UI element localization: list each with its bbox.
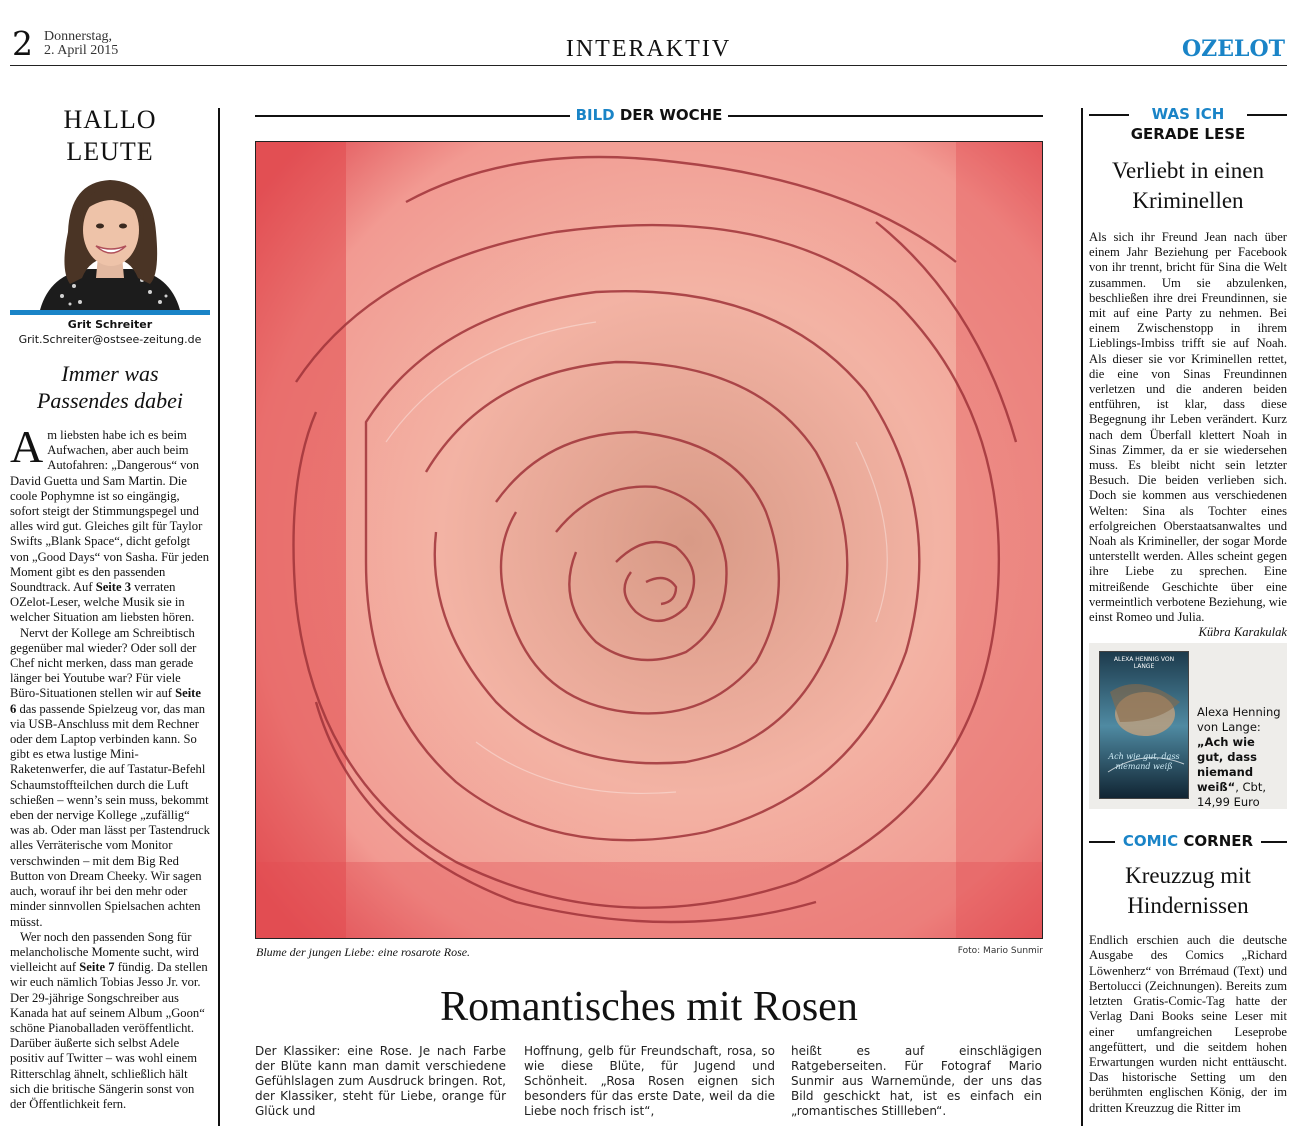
author-name: Grit Schreiter <box>67 318 153 331</box>
paragraph-text: Nervt der Kollege am Schreibtisch gegenüber mal wieder? Oder soll der Chef nicht merken, dass man gerade länger bei Youtube war? Für viele Büro-Situationen stellen wir auf <box>10 625 197 701</box>
lead-column-3: heißt es auf einschlägigen Ratgeberseiten. Für Fotograf Mario Sunmir aus Warnemünde, der uns das Bild geschickt hat, ist es einfach ein „romantisches Stillleben“. <box>791 1044 1042 1118</box>
kicker-black-word: CORNER <box>1183 832 1254 851</box>
reading-column <box>1089 104 1287 1116</box>
book-review-body <box>1089 230 1287 640</box>
page-header <box>10 26 1287 66</box>
lead-column-2: Hoffnung, gelb für Freundschaft, rosa, so wie diese Blüte, für Jugend und Schönheit. „Rosa Rosen eignen sich besonders für das erste Date, weil da die Liebe noch frisch ist“, <box>524 1044 775 1118</box>
book-cover <box>1099 651 1189 799</box>
cover-title: Ach wie gut, dass niemand weiß <box>1108 752 1180 772</box>
brand-logo: OZELOT <box>1182 36 1285 62</box>
kicker-rule-left <box>1089 841 1115 843</box>
page-reference: Seite 7 <box>79 960 115 975</box>
author-email: Grit.Schreiter@ostsee-zeitung.de <box>18 333 202 346</box>
editorial-title <box>10 360 210 414</box>
right-column-rule <box>1081 108 1083 1126</box>
drop-cap: A <box>10 421 44 472</box>
comic-review-body: Endlich erschien auch die deutsche Ausgabe des Comics „Richard Löwenherz“ von Brrémaud (Text) und Bertolucci (Zeichnungen). Bereits zum letzten Gratis-Comic-Tag hatte der Verlag Dani Books seine Leser mit einer umfangreichen Leseprobe angefüttert, und die seitdem hohen Erwartungen wurden nicht enttäuscht. Das historische Setting um den berühmten englischen König, der im dritten Kreuzzug die Ritter im <box>1089 933 1287 1115</box>
column-heading <box>10 104 210 168</box>
left-column-rule <box>218 108 220 1126</box>
editorial-paragraph-1 <box>10 421 210 626</box>
heading-line-2: LEUTE <box>66 137 154 166</box>
paragraph-text: das passende Spielzeug vor, das man via USB-Anschluss mit dem Rechner oder dem Laptop verbinden kann. So gibt es etwa lustige Mini-Raketenwerfer, die auf Tastatur-Befehl Schaumstoffteilchen durch die Luft schießen – wenn’s sein muss, bekommt eben der nervige Kollege „zufällig“ was ab. Oder man lässt per Tastendruck alles Verräterische vom Monitor verschwinden – mit dem Big Red Button von Dream Cheeky. Wir sagen auch, worauf ihr bei den mehr oder minder sinnvollen Spielsachen achten müsst. <box>10 701 210 929</box>
photo-credit: Foto: Mario Sunmir <box>957 946 1043 956</box>
issue-weekday: Donnerstag, <box>44 29 113 44</box>
bild-der-woche-kicker <box>255 104 1043 126</box>
page-number: 2 <box>12 24 33 63</box>
was-ich-gerade-lese-kicker <box>1089 104 1287 144</box>
kicker-black-word: GERADE LESE <box>1130 125 1246 143</box>
editorial-body <box>10 421 210 1112</box>
review-text: Als sich ihr Freund Jean nach über einem Jahr Beziehung per Facebook von ihr trennt, bricht für Sina die Welt zusammen. Um sie abzulenken, beschließen ihre drei Freundinnen, sie mit auf eine Party zu nehmen. Bei einem Zwischenstopp in ihrem Lieblings-Imbiss trifft sie auf Noah. Als dieser sie vor Kriminellen rettet, die eine von Sinas Freundinnen verletzen und die anderen beiden entführen, ist klar, dass diese Begegnung ihr Leben verändert. Kurz nach dem Überfall klettert Noah in Sinas Zimmer, da er sie wiedersehen muss. Es bleibt nicht sein letzter Besuch. Die beiden verlieben sich. Doch sie kommen aus verschiedenen Welten: Sina als Tochter eines erfolgreichen Oberstaatsanwaltes und Noah als Krimineller, der sogar Morde unterstellt werden. Alles scheint gegen ihre Liebe zu sprechen. Eine mitreißende Geschichte über eine vermeintlich verbotene Beziehung, wie einst Romeo und Julia. <box>1089 230 1287 625</box>
cover-author: ALEXA HENNIG VON LANGE <box>1113 656 1175 671</box>
book-info-box <box>1089 643 1287 809</box>
review-signature: Kübra Karakulak <box>1198 625 1287 640</box>
paragraph-text: verraten OZelot-Leser, welche Musik sie in welcher Situation am liebsten hören. <box>10 580 195 625</box>
photo-caption: Blume der jungen Liebe: eine rosarote Rose. <box>256 945 471 959</box>
section-title: INTERAKTIV <box>565 36 732 62</box>
kicker-rule-left <box>1089 114 1129 116</box>
book-review-title: Verliebt in einen Kriminellen <box>1111 158 1264 213</box>
comic-review-title: Kreuzzug mit Hindernissen <box>1125 863 1251 919</box>
kicker-black-word: DER WOCHE <box>619 106 723 124</box>
kicker-blue-word: BILD <box>575 106 615 124</box>
article-headline: Romantisches mit Rosen <box>440 984 858 1030</box>
kicker-blue-word: WAS ICH <box>1151 105 1225 123</box>
rose-photo <box>255 141 1043 939</box>
book-price: 14,99 Euro <box>1197 795 1260 810</box>
paragraph-text: Wer noch den passenden Song für melancholische Momente sucht, wird vielleicht auf <box>10 929 199 975</box>
paragraph-text: fündig. Da stellen wir euch nämlich Tobias Jesso Jr. vor. Der 29-jährige Songschreiber aus Kanada hat auf seinem Album „Goon“ schöne Pianoballaden veröffentlicht. Darüber äußerte sich selbst Adele positiv auf Twitter – was wohl einem Ritterschlag ähnelt, schließlich hält sich die britische Sängerin sonst von der Öffentlichkeit fern. <box>10 960 208 1111</box>
editorial-title-line-2: Passendes dabei <box>36 388 184 413</box>
heading-line-1: HALLO <box>63 105 157 134</box>
book-title: „Ach wie gut, dass niemand weiß“ <box>1197 735 1257 795</box>
editorial-paragraph-3 <box>10 930 210 1112</box>
book-author: Alexa Henning von Lange: <box>1197 705 1281 735</box>
kicker-rule-right <box>1247 114 1287 116</box>
lead-column-1: Der Klassiker: eine Rose. Je nach Farbe der Blüte kann man damit verschiedene Gefühlslagen zum Ausdruck bringen. Rot, der Klassiker, steht für Liebe, orange für Glück und <box>255 1044 506 1118</box>
page-reference: Seite 3 <box>95 580 132 595</box>
paragraph-text: m liebsten habe ich es beim Aufwachen, aber auch beim Autofahren: „Dangerous“ von David Guetta und Sam Martin. Die coole Pophymne ist so eingängig, sofort steigt der Stimmungspegel und alles wird gut. Gleiches gilt für Taylor Swifts „Blank Space“, dicht gefolgt von „Good Days“ von Sasha. Für jeden Moment gibt es den passenden Soundtrack. Auf <box>10 428 210 595</box>
book-details <box>1197 705 1283 810</box>
portrait-underline <box>10 310 210 315</box>
kicker-rule-right <box>1261 841 1287 843</box>
hallo-leute-column <box>10 104 210 1112</box>
editorial-title-line-1: Immer was <box>61 361 159 386</box>
book-publisher: , Cbt, <box>1235 780 1267 795</box>
comic-corner-kicker <box>1089 831 1287 851</box>
issue-day: 2. April 2015 <box>44 43 119 58</box>
page-reference: Seite 6 <box>10 686 201 716</box>
editorial-paragraph-2 <box>10 626 210 930</box>
kicker-blue-word: COMIC <box>1122 832 1179 851</box>
author-portrait <box>10 174 210 310</box>
kicker-label <box>570 106 729 124</box>
